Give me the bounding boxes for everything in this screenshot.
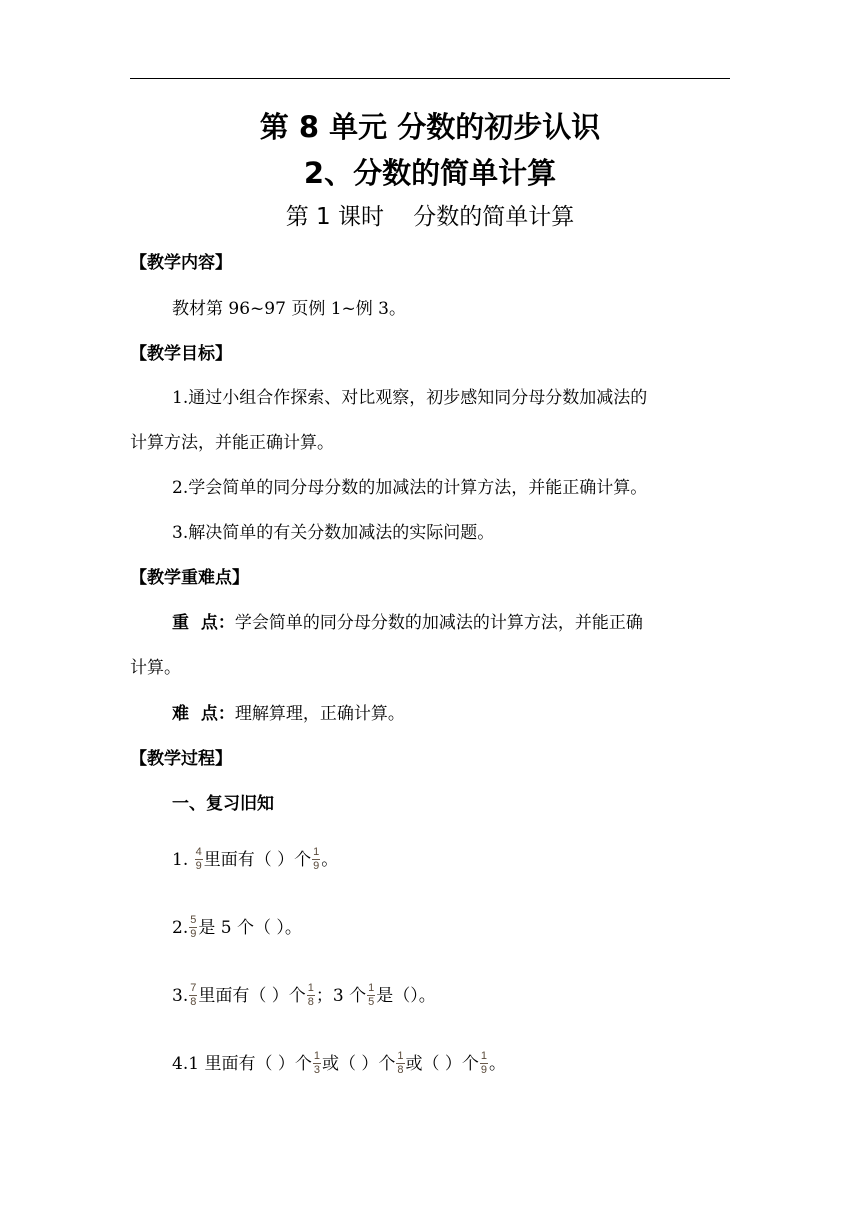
fraction-numerator: 4 xyxy=(195,846,202,858)
fraction-numerator: 1 xyxy=(368,982,375,994)
fraction-numerator: 1 xyxy=(307,982,314,994)
heading-key-points: 【教学重难点】 xyxy=(130,568,249,588)
review-heading: 一、复习旧知 xyxy=(172,794,274,814)
fraction-denominator: 5 xyxy=(368,996,375,1008)
objective-1-line-1: 1.通过小组合作探索、对比观察，初步感知同分母分数加减法的 xyxy=(172,388,648,408)
section-title: 2、分数的简单计算 xyxy=(303,156,557,190)
review-question-4 xyxy=(172,1052,506,1077)
objective-2: 2.学会简单的同分母分数的加减法的计算方法，并能正确计算。 xyxy=(172,478,648,498)
fraction xyxy=(480,1051,488,1076)
objective-1-line-2: 计算方法，并能正确计算。 xyxy=(130,433,334,453)
content-text: 教材第 96~97 页例 1~例 3。 xyxy=(172,299,406,319)
key-point-line-2: 计算。 xyxy=(130,658,181,678)
objective-3: 3.解决简单的有关分数加减法的实际问题。 xyxy=(172,523,495,543)
heading-content: 【教学内容】 xyxy=(130,253,232,273)
question-text: ；3 个 xyxy=(315,986,367,1006)
heading-objectives: 【教学目标】 xyxy=(130,344,232,364)
fraction xyxy=(195,847,203,872)
fraction xyxy=(313,1051,321,1076)
question-text: 或（ ）个 xyxy=(405,1054,479,1074)
fraction-numerator: 1 xyxy=(480,1050,488,1062)
review-question-1 xyxy=(172,848,338,873)
difficult-point-text: 理解算理，正确计算。 xyxy=(234,704,405,724)
fraction xyxy=(189,915,197,940)
lesson-title: 第 1 课时 分数的简单计算 xyxy=(285,204,575,230)
key-point-text: 学会简单的同分母分数的加减法的计算方法，并能正确 xyxy=(234,613,643,633)
fraction-denominator: 9 xyxy=(480,1064,488,1076)
fraction-numerator: 1 xyxy=(397,1050,404,1062)
question-text: 或（ ）个 xyxy=(321,1054,396,1074)
question-text: 是 5 个（ ）。 xyxy=(198,918,302,938)
key-point-line-1 xyxy=(172,612,643,634)
fraction-numerator: 5 xyxy=(190,914,197,926)
question-text: 里面有（ ）个 xyxy=(203,850,312,870)
fraction-denominator: 9 xyxy=(190,928,197,940)
fraction xyxy=(367,983,375,1008)
question-text: 里面有（ ）个 xyxy=(198,986,306,1006)
fraction-denominator: 8 xyxy=(307,996,314,1008)
fraction xyxy=(396,1051,404,1076)
key-point-label: 重 点： xyxy=(172,613,235,633)
review-question-2 xyxy=(172,916,302,941)
fraction xyxy=(307,983,315,1008)
review-question-3 xyxy=(172,984,436,1009)
fraction-numerator: 1 xyxy=(313,1050,320,1062)
fraction xyxy=(189,983,197,1008)
fraction-numerator: 1 xyxy=(313,846,320,858)
question-text: 是（）。 xyxy=(376,986,436,1006)
unit-title: 第 8 单元 分数的初步认识 xyxy=(259,110,601,144)
fraction-denominator: 8 xyxy=(190,996,197,1008)
fraction-denominator: 9 xyxy=(195,860,202,872)
difficult-point xyxy=(172,703,405,725)
difficult-point-label: 难 点： xyxy=(172,704,235,724)
heading-process: 【教学过程】 xyxy=(130,749,232,769)
header-rule xyxy=(130,78,730,79)
fraction-denominator: 3 xyxy=(313,1064,320,1076)
question-number: 1. xyxy=(172,850,194,870)
fraction xyxy=(312,847,320,872)
question-text: 4.1 里面有（ ）个 xyxy=(172,1054,312,1074)
question-number: 2. xyxy=(172,918,189,938)
question-text: 。 xyxy=(489,1054,507,1074)
fraction-numerator: 7 xyxy=(190,982,197,994)
fraction-denominator: 8 xyxy=(397,1064,404,1076)
question-number: 3. xyxy=(172,986,189,1006)
fraction-denominator: 9 xyxy=(313,860,320,872)
question-text: 。 xyxy=(321,850,339,870)
